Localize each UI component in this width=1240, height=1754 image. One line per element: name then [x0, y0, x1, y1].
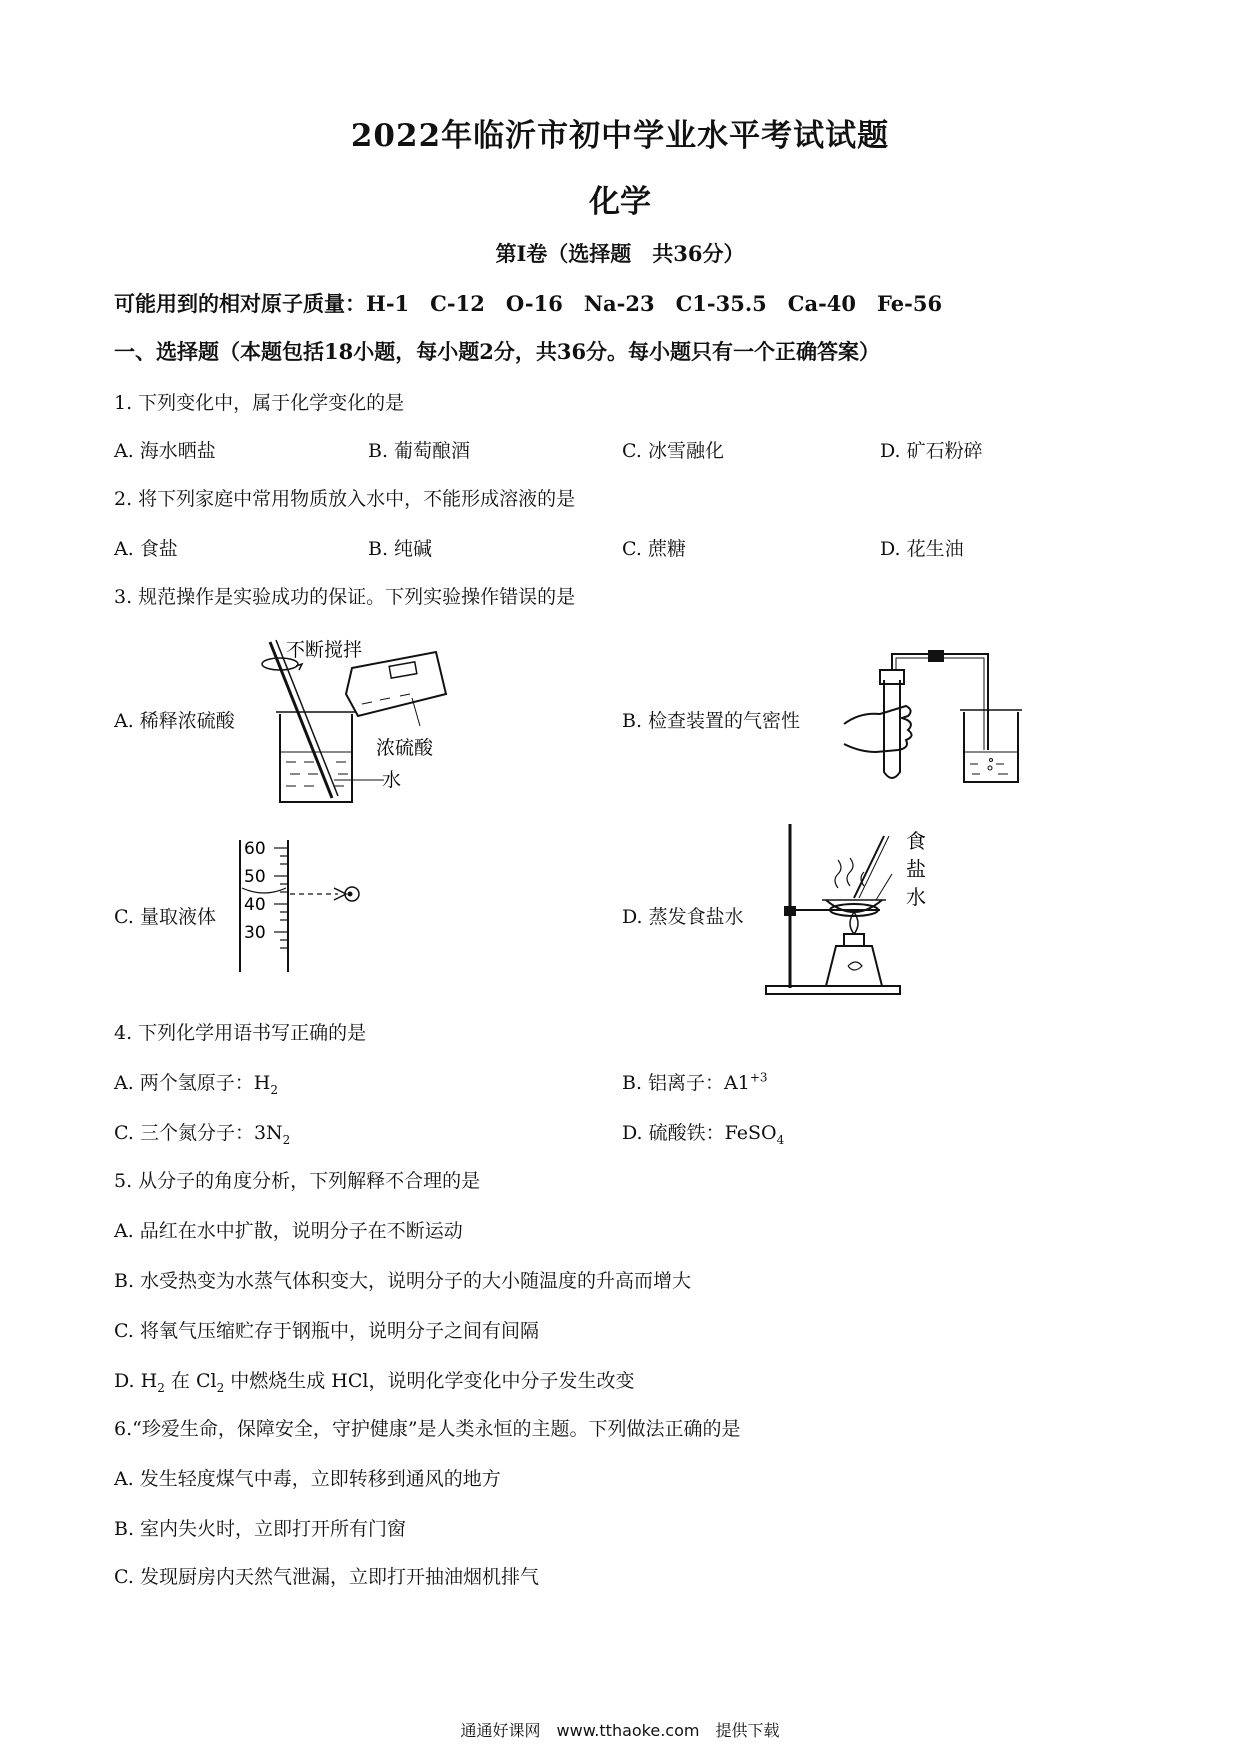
acid-label: 浓硫酸: [376, 737, 434, 759]
page-title: 2022年临沂市初中学业水平考试试题: [350, 118, 890, 154]
atomic-masses: 可能用到的相对原子质量：H-1 C-12 O-16 Na-23 C1-35.5 Ca-40 Fe-56: [114, 291, 943, 316]
q4-option-d: D. 硫酸铁：FeSO$_4$: [622, 1122, 785, 1147]
footer-source: 通通好课网 www.tthaoke.com 提供下载: [460, 1721, 780, 1740]
question-1-stem: 1. 下列变化中，属于化学变化的是: [114, 392, 405, 414]
q6-option-c: C. 发现厨房内天然气泄漏，立即打开抽油烟机排气: [114, 1566, 539, 1588]
water-label: 水: [382, 769, 402, 791]
q3-option-a: A. 稀释浓硫酸: [114, 710, 235, 732]
stir-label: 不断搅拌: [286, 639, 363, 661]
q6-option-b: B. 室内失火时，立即打开所有门窗: [114, 1518, 407, 1540]
q4-option-a: A. 两个氢原子：$H_2$: [114, 1072, 279, 1097]
q1-option-a: A. 海水晒盐: [114, 440, 216, 462]
q4-option-b: B. 铝离子：$A1^{+3}$: [622, 1070, 768, 1094]
tick-60: 60: [244, 839, 266, 859]
question-3-stem: 3. 规范操作是实验成功的保证。下列实验操作错误的是: [114, 586, 576, 608]
tick-30: 30: [244, 923, 266, 943]
question-6-stem: 6.“珍爱生命，保障安全，守护健康”是人类永恒的主题。下列做法正确的是: [114, 1418, 741, 1440]
q1-option-d: D. 矿石粉碎: [880, 440, 983, 462]
evaporation-diagram: [756, 816, 956, 998]
q2-option-c: C. 蔗糖: [622, 538, 686, 560]
salt-water-label-2: 盐: [906, 857, 926, 881]
q5-option-c: C. 将氧气压缩贮存于钢瓶中，说明分子之间有间隔: [114, 1320, 539, 1342]
q5-option-d: D. $H_2$ 在 $Cl_2$ 中燃烧生成 HCl，说明化学变化中分子发生改变: [114, 1370, 635, 1395]
tick-40: 40: [244, 895, 266, 915]
graduated-cylinder-diagram: [230, 836, 370, 976]
q6-option-a: A. 发生轻度煤气中毒，立即转移到通风的地方: [114, 1468, 501, 1490]
salt-water-label-1: 食: [906, 829, 926, 853]
question-5-stem: 5. 从分子的角度分析，下列解释不合理的是: [114, 1170, 481, 1192]
q5-option-b: B. 水受热变为水蒸气体积变大，说明分子的大小随温度的升高而增大: [114, 1270, 692, 1292]
q2-option-a: A. 食盐: [114, 538, 178, 560]
section-heading: 一、选择题（本题包括18小题，每小题2分，共36分。每小题只有一个正确答案）: [114, 339, 881, 364]
airtightness-diagram: [840, 640, 1040, 790]
q4-option-c: C. 三个氮分子：$3N_2$: [114, 1122, 291, 1147]
q3-option-c: C. 量取液体: [114, 906, 216, 928]
q2-option-b: B. 纯碱: [368, 538, 433, 560]
q5-option-a: A. 品红在水中扩散，说明分子在不断运动: [114, 1220, 463, 1242]
q1-option-b: B. 葡萄酿酒: [368, 440, 471, 462]
q2-option-d: D. 花生油: [880, 538, 964, 560]
question-2-stem: 2. 将下列家庭中常用物质放入水中，不能形成溶液的是: [114, 488, 576, 510]
q1-option-c: C. 冰雪融化: [622, 440, 724, 462]
dilution-diagram: [250, 630, 480, 810]
salt-water-label-3: 水: [906, 885, 926, 909]
tick-50: 50: [244, 867, 266, 887]
q3-option-b: B. 检查装置的气密性: [622, 710, 801, 732]
question-4-stem: 4. 下列化学用语书写正确的是: [114, 1022, 367, 1044]
q3-option-d: D. 蒸发食盐水: [622, 906, 744, 928]
volume-title: 第I卷（选择题 共36分）: [495, 241, 745, 266]
subject-title: 化学: [589, 184, 651, 220]
